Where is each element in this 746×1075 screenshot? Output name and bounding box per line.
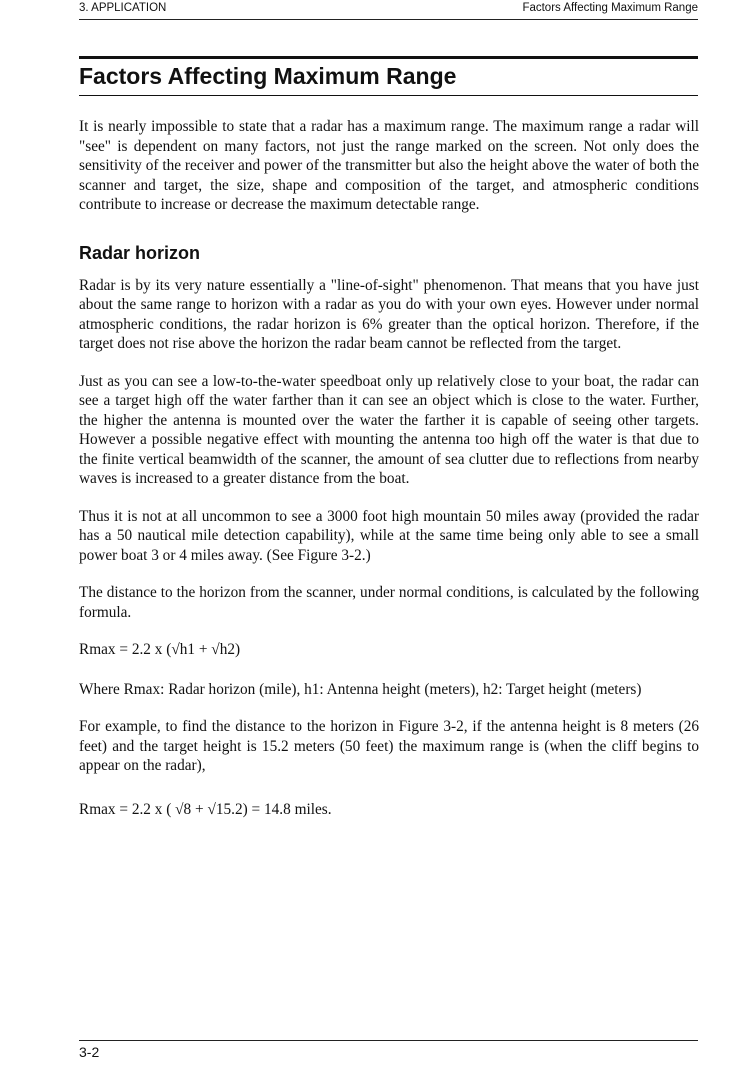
paragraph-speedboat: Just as you can see a low-to-the-water speedboat only up relatively close to your boat, the radar can see a target high off the water farther than it can see an object which is close to the water. Further, the higher the antenna is mounted over the water the farther it is capable of seeing other targets. However a possible negative effect with mounting the antenna too high off the water is that due to the finite vertical beamwidth of the scanner, the amount of sea clutter due to reflections from nearby waves is increased to a greater distance from the boat. — [79, 372, 699, 487]
section-label: Factors Affecting Maximum Range — [522, 2, 698, 14]
page-title: Factors Affecting Maximum Range — [79, 63, 457, 89]
paragraph-mountain: Thus it is not at all uncommon to see a 3000 foot high mountain 50 miles away (provided the radar has a 50 nautical mile detection capability), while at the same time being only able to see a small power boat 3 or 4 miles away. (See Figure 3-2.) — [79, 507, 699, 564]
intro-paragraph: It is nearly impossible to state that a radar has a maximum range. The maximum range a radar will "see" is dependent on many factors, not just the range marked on the screen. Not only does the sensitivity of the receiver and power of the transmitter but also the height above the water of both the scanner and target, the size, shape and composition of the target, and atmospheric conditions contribute to increase or decrease the maximum detectable range. — [79, 118, 699, 213]
formula-general: Rmax = 2.2 x (√h1 + √h2) — [79, 641, 241, 658]
page-number: 3-2 — [79, 1044, 100, 1060]
paragraph-variables: Where Rmax: Radar horizon (mile), h1: Antenna height (meters), h2: Target height (meters) — [79, 680, 642, 698]
title-block — [79, 56, 698, 96]
content-body — [79, 117, 699, 839]
page-footer — [79, 1040, 698, 1060]
section-heading: Radar horizon — [79, 242, 201, 263]
paragraph-line-of-sight: Radar is by its very nature essentially a "line-of-sight" phenomenon. That means that you have just about the same range to horizon with a radar as you do with your own eyes. However under normal atmospheric conditions, the radar horizon is 6% greater than the optical horizon. Therefore, if the target does not rise above the horizon the radar beam cannot be reflected from the target. — [79, 276, 699, 352]
paragraph-example: For example, to find the distance to the horizon in Figure 3-2, if the antenna height is 8 meters (26 feet) and the target height is 15.2 meters (50 feet) the maximum range is (when the cliff begins to appear on the radar), — [79, 718, 699, 774]
running-header — [79, 2, 698, 20]
paragraph-formula-intro: The distance to the horizon from the scanner, under normal conditions, is calculated by the following formula. — [79, 584, 699, 621]
formula-example: Rmax = 2.2 x ( √8 + √15.2) = 14.8 miles. — [79, 800, 332, 818]
chapter-label: 3. APPLICATION — [79, 2, 167, 14]
